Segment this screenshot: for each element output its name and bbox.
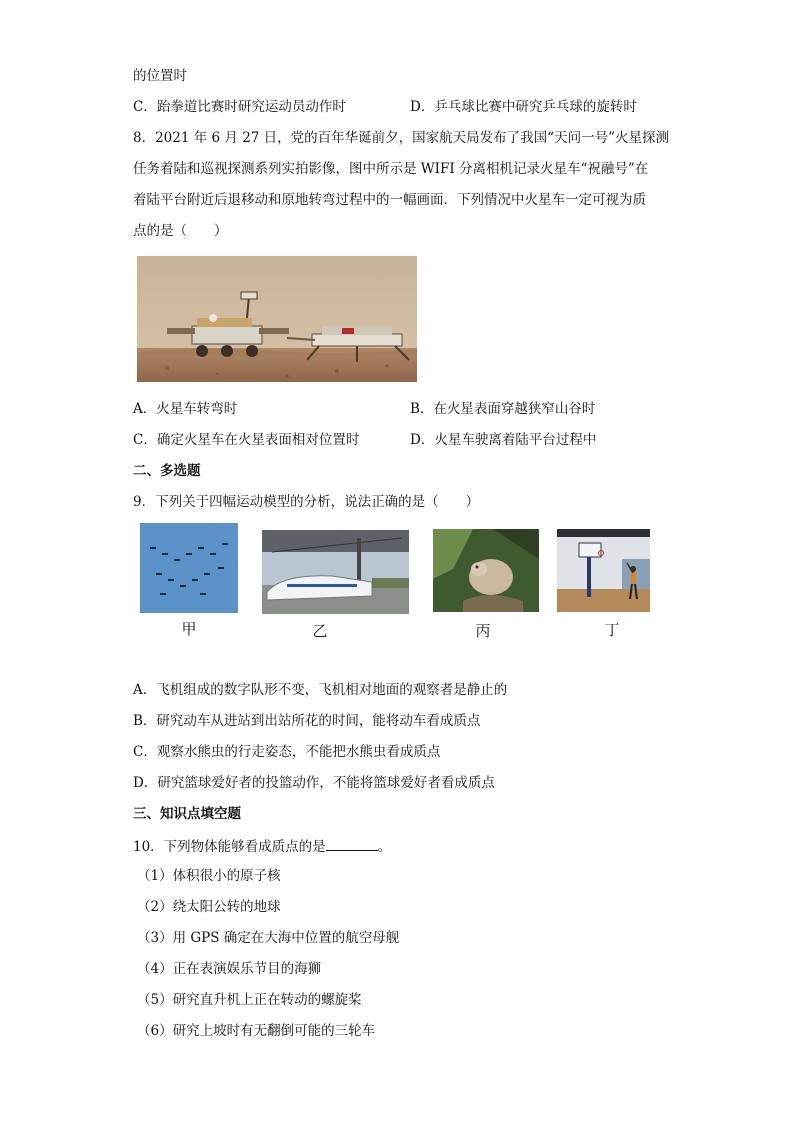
q8-stem-line3: 着陆平台附近后退移动和原地转弯过程中的一幅画面．下列情况中火星车一定可视为质 — [133, 192, 646, 208]
q10-stem — [133, 836, 391, 856]
airplane-formation-photo — [140, 523, 238, 613]
q10-item-2: （2）绕太阳公转的地球 — [137, 899, 281, 915]
q8-stem-line4: 点的是（ ） — [133, 223, 228, 239]
q10-item-6: （6）研究上坡时有无翻倒可能的三轮车 — [137, 1023, 376, 1039]
q9-option-d: D．研究篮球爱好者的投篮动作，不能将篮球爱好者看成质点 — [133, 775, 495, 791]
q8-option-b: B．在火星表面穿越狭窄山谷时 — [410, 401, 596, 417]
q9-option-c: C．观察水熊虫的行走姿态，不能把水熊虫看成质点 — [133, 744, 441, 760]
q9-option-b: B．研究动车从进站到出站所花的时间，能将动车看成质点 — [133, 713, 481, 729]
q10-item-1: （1）体积很小的原子核 — [137, 868, 281, 884]
q8-stem-line2: 任务着陆和巡视探测系列实拍影像，图中所示是 WIFI 分离相机记录火星车“祝融号”在 — [133, 161, 649, 177]
q10-stem-end: 。 — [377, 839, 392, 855]
q8-option-d: D．火星车驶离着陆平台过程中 — [410, 432, 597, 448]
q9-stem: 9．下列关于四幅运动模型的分析，说法正确的是（ ） — [133, 494, 480, 510]
q8-stem-line1: 8．2021 年 6 月 27 日，党的百年华诞前夕，国家航天局发布了我国“天问一号”火星探测 — [133, 130, 669, 146]
q7-option-c: C．跆拳道比赛时研究运动员动作时 — [133, 99, 346, 115]
q8-option-c: C．确定火星车在火星表面相对位置时 — [133, 432, 360, 448]
q7-continuation: 的位置时 — [133, 68, 187, 84]
q7-option-d: D．乒乓球比赛中研究乒乓球的旋转时 — [410, 99, 637, 115]
caption-bing: 丙 — [475, 622, 491, 640]
bullet-train-photo — [262, 530, 409, 614]
q8-option-a: A．火星车转弯时 — [133, 401, 238, 417]
q10-item-3: （3）用 GPS 确定在大海中位置的航空母舰 — [137, 930, 400, 946]
q9-option-a: A．飞机组成的数字队形不变，飞机相对地面的观察者是静止的 — [133, 682, 508, 698]
q10-stem-text: 10．下列物体能够看成质点的是 — [133, 839, 326, 855]
q10-item-5: （5）研究直升机上正在转动的螺旋桨 — [137, 992, 362, 1008]
caption-yi: 乙 — [312, 622, 328, 640]
answer-blank[interactable] — [326, 836, 378, 851]
section-title-multiple-choice: 二、多选题 — [133, 463, 201, 479]
tardigrade-photo — [433, 529, 539, 612]
caption-ding: 丁 — [604, 621, 620, 639]
basketball-player-photo — [557, 529, 650, 612]
caption-jia: 甲 — [181, 620, 197, 638]
mars-rover-photo — [137, 256, 417, 382]
section-title-fill-blank: 三、知识点填空题 — [133, 806, 241, 822]
q10-item-4: （4）正在表演娱乐节目的海狮 — [137, 961, 322, 977]
